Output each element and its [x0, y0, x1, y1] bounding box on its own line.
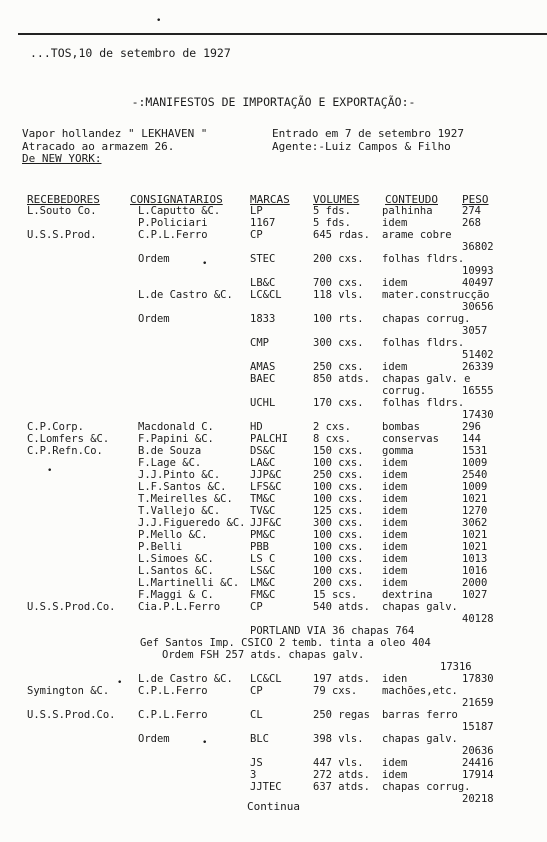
- cell-volumes: 272 atds.: [313, 769, 370, 781]
- table-row: [0, 433, 547, 445]
- cell-volumes: 100 rts.: [313, 313, 364, 325]
- cell-marca: AMAS: [250, 361, 276, 373]
- table-row: [0, 301, 547, 313]
- continuation-line: Gef Santos Imp. CSICO 2 temb. tinta a oleo 404: [140, 637, 431, 649]
- cell-volumes: 250 cxs.: [313, 361, 364, 373]
- cell-peso: 26339: [462, 361, 494, 373]
- table-row: [0, 397, 547, 409]
- cell-conteudo: idem: [382, 529, 408, 541]
- table-row: [0, 577, 547, 589]
- berth-line: Atracado ao armazem 26.: [22, 139, 175, 153]
- document-title: -:MANIFESTOS DE IMPORTAÇÃO E EXPORTAÇÃO:-: [131, 95, 416, 109]
- cell-marca: PALCHI: [250, 433, 288, 445]
- table-row: [0, 673, 547, 685]
- stray-mark: •: [202, 738, 208, 748]
- table-row: [0, 613, 547, 625]
- cell-peso: 21659: [462, 697, 494, 709]
- table-row: [0, 685, 547, 697]
- cell-peso: 36802: [462, 241, 494, 253]
- column-header-volumes: VOLUMES: [313, 193, 360, 206]
- cell-conteudo: conservas: [382, 433, 439, 445]
- cell-conteudo: folhas fldrs.: [382, 253, 465, 265]
- cell-volumes: 300 cxs.: [313, 517, 364, 529]
- cell-consignatario: L.Simoes &C.: [138, 553, 214, 565]
- cell-conteudo: idem: [382, 277, 408, 289]
- cell-volumes: 447 vls.: [313, 757, 364, 769]
- cell-volumes: 250 cxs.: [313, 469, 364, 481]
- table-row: [0, 265, 547, 277]
- cell-consignatario: F.Lage &C.: [138, 457, 202, 469]
- cell-volumes: 100 cxs.: [313, 541, 364, 553]
- table-row: [0, 553, 547, 565]
- table-row: [0, 409, 547, 421]
- cell-peso: 20218: [462, 793, 494, 805]
- column-header-recebedores: RECEBEDORES: [27, 193, 100, 206]
- table-row: [0, 385, 547, 397]
- table-row: [0, 565, 547, 577]
- cell-peso: 3062: [462, 517, 488, 529]
- cell-volumes: 300 cxs.: [313, 337, 364, 349]
- cell-marca: JS: [250, 757, 263, 769]
- cell-volumes: 398 vls.: [313, 733, 364, 745]
- cell-peso: 40497: [462, 277, 494, 289]
- cell-volumes: 700 cxs.: [313, 277, 364, 289]
- cell-peso: 144: [462, 433, 481, 445]
- cell-marca: CP: [250, 229, 263, 241]
- agent-line: Agente:-Luiz Campos & Filho: [272, 139, 451, 153]
- stray-mark: •: [47, 466, 53, 476]
- cell-volumes: 8 cxs.: [313, 433, 351, 445]
- cell-recebedor: U.S.S.Prod.Co.: [27, 601, 116, 613]
- cell-peso: 1021: [462, 493, 488, 505]
- cell-recebedor: C.P.Corp.: [27, 421, 84, 433]
- cell-conteudo: idem: [382, 565, 408, 577]
- cell-consignatario: P.Mello &C.: [138, 529, 208, 541]
- cell-marca: JJF&C: [250, 517, 282, 529]
- column-header-peso: PESO: [462, 193, 489, 206]
- cell-marca: CP: [250, 685, 263, 697]
- table-row: [0, 457, 547, 469]
- cell-conteudo: chapas galv. e: [382, 373, 471, 385]
- table-row: [0, 289, 547, 301]
- cell-conteudo: dextrina: [382, 589, 433, 601]
- cell-marca: UCHL: [250, 397, 276, 409]
- cell-volumes: 170 cxs.: [313, 397, 364, 409]
- cell-peso: 15187: [462, 721, 494, 733]
- table-row: [0, 469, 547, 481]
- cell-volumes: 5 fds.: [313, 205, 351, 217]
- cell-peso: 40128: [462, 613, 494, 625]
- cell-volumes: 100 cxs.: [313, 529, 364, 541]
- cell-consignatario: Ordem: [138, 733, 170, 745]
- continuation-line: Ordem FSH 257 atds. chapas galv.: [162, 649, 365, 661]
- cell-peso: 268: [462, 217, 481, 229]
- cell-marca: 3: [250, 769, 257, 781]
- cell-peso: 1009: [462, 481, 488, 493]
- cell-peso: 17430: [462, 409, 494, 421]
- cell-peso: 1531: [462, 445, 488, 457]
- table-row: [0, 709, 547, 721]
- table-row: [0, 745, 547, 757]
- cell-consignatario: Macdonald C.: [138, 421, 214, 433]
- cell-marca: PBB: [250, 541, 269, 553]
- table-row: [0, 361, 547, 373]
- cell-peso: 24416: [462, 757, 494, 769]
- cell-conteudo: folhas fldrs.: [382, 337, 465, 349]
- table-row: [0, 481, 547, 493]
- cell-peso: 20636: [462, 745, 494, 757]
- cell-volumes: 100 cxs.: [313, 493, 364, 505]
- cell-marca: CL: [250, 709, 263, 721]
- cell-consignatario: P.Belli: [138, 541, 183, 553]
- continuation-line: 17316: [440, 661, 472, 673]
- cell-peso: 30656: [462, 301, 494, 313]
- cell-peso: 274: [462, 205, 481, 217]
- column-header-conteudo: CONTEUDO: [385, 193, 438, 206]
- cell-consignatario: Cia.P.L.Ferro: [138, 601, 221, 613]
- cell-conteudo: chapas galv.: [382, 733, 458, 745]
- cell-volumes: 250 regas: [313, 709, 370, 721]
- table-row: [0, 589, 547, 601]
- cell-consignatario: F.Papini &C.: [138, 433, 214, 445]
- table-row: [0, 733, 547, 745]
- cell-consignatario: F.Maggi & C.: [138, 589, 214, 601]
- cell-marca: LB&C: [250, 277, 276, 289]
- table-row: [0, 373, 547, 385]
- cell-volumes: 540 atds.: [313, 601, 370, 613]
- cell-volumes: 637 atds.: [313, 781, 370, 793]
- cell-conteudo: idem: [382, 577, 408, 589]
- cell-conteudo: idem: [382, 757, 408, 769]
- cell-marca: JJP&C: [250, 469, 282, 481]
- cell-conteudo: idem: [382, 481, 408, 493]
- cell-peso: 2540: [462, 469, 488, 481]
- table-row: [0, 493, 547, 505]
- cell-conteudo: barras ferro: [382, 709, 458, 721]
- origin-line: De NEW YORK:: [22, 152, 102, 165]
- cell-conteudo: corrug.: [382, 385, 427, 397]
- cell-volumes: 100 cxs.: [313, 457, 364, 469]
- cell-conteudo: machões,etc.: [382, 685, 458, 697]
- cell-consignatario: J.J.Figueredo &C.: [138, 517, 246, 529]
- cell-volumes: 150 cxs.: [313, 445, 364, 457]
- cell-consignatario: L.de Castro &C.: [138, 289, 233, 301]
- cell-consignatario: Ordem: [138, 313, 170, 325]
- cell-consignatario: J.J.Pinto &C.: [138, 469, 221, 481]
- cell-conteudo: folhas fldrs.: [382, 397, 465, 409]
- table-row: [0, 721, 547, 733]
- cell-volumes: 197 atds.: [313, 673, 370, 685]
- dateline: ...TOS,10 de setembro de 1927: [30, 46, 231, 60]
- table-row: [0, 517, 547, 529]
- cell-recebedor: U.S.S.Prod.Co.: [27, 709, 116, 721]
- column-header-marcas: MARCAS: [250, 193, 290, 206]
- cell-marca: CMP: [250, 337, 269, 349]
- arrival-line: Entrado em 7 de setembro 1927: [272, 127, 465, 140]
- cell-marca: PM&C: [250, 529, 276, 541]
- cell-marca: LC&CL: [250, 289, 282, 301]
- cell-conteudo: idem: [382, 505, 408, 517]
- cell-conteudo: arame cobre: [382, 229, 452, 241]
- cell-peso: 16555: [462, 385, 494, 397]
- cell-conteudo: idem: [382, 541, 408, 553]
- cell-volumes: 200 cxs.: [313, 253, 364, 265]
- cell-consignatario: L.Santos &C.: [138, 565, 214, 577]
- table-row: [0, 313, 547, 325]
- table-row: [0, 325, 547, 337]
- cell-peso: 1027: [462, 589, 488, 601]
- cell-peso: 17830: [462, 673, 494, 685]
- stray-mark: •: [156, 16, 162, 26]
- table-row: [0, 337, 547, 349]
- cell-consignatario: L.de Castro &C.: [138, 673, 233, 685]
- table-row: [0, 253, 547, 265]
- cell-marca: STEC: [250, 253, 276, 265]
- cell-conteudo: mater.construcção: [382, 289, 490, 301]
- cell-conteudo: idem: [382, 469, 408, 481]
- cell-marca: LP: [250, 205, 263, 217]
- table-row: [0, 217, 547, 229]
- cell-peso: 17914: [462, 769, 494, 781]
- cell-marca: LS C: [250, 553, 276, 565]
- cell-peso: 1016: [462, 565, 488, 577]
- cell-volumes: 200 cxs.: [313, 577, 364, 589]
- cell-peso: 51402: [462, 349, 494, 361]
- cell-volumes: 118 vls.: [313, 289, 364, 301]
- cell-marca: HD: [250, 421, 263, 433]
- table-row: [0, 445, 547, 457]
- table-row: [0, 697, 547, 709]
- cell-marca: DS&C: [250, 445, 276, 457]
- cell-conteudo: idem: [382, 457, 408, 469]
- table-row: [0, 421, 547, 433]
- cell-recebedor: C.Lomfers &C.: [27, 433, 110, 445]
- table-row: [0, 529, 547, 541]
- cell-peso: 10993: [462, 265, 494, 277]
- cell-marca: LC&CL: [250, 673, 282, 685]
- cell-recebedor: U.S.S.Prod.: [27, 229, 97, 241]
- cell-marca: BLC: [250, 733, 269, 745]
- vessel-line: Vapor hollandez " LEKHAVEN ": [22, 127, 208, 140]
- stray-mark: •: [117, 678, 123, 688]
- cell-marca: TM&C: [250, 493, 276, 505]
- table-row: [0, 601, 547, 613]
- table-row: [0, 757, 547, 769]
- table-row: [0, 505, 547, 517]
- table-row: [0, 541, 547, 553]
- cell-consignatario: T.Meirelles &C.: [138, 493, 233, 505]
- cell-marca: LS&C: [250, 565, 276, 577]
- cell-consignatario: L.F.Santos &C.: [138, 481, 227, 493]
- cell-marca: TV&C: [250, 505, 276, 517]
- table-row: [0, 229, 547, 241]
- cell-conteudo: idem: [382, 361, 408, 373]
- table-row: [0, 781, 547, 793]
- cell-conteudo: idem: [382, 517, 408, 529]
- cell-conteudo: chapas corrug.: [382, 313, 471, 325]
- cell-marca: LA&C: [250, 457, 276, 469]
- cell-volumes: 100 cxs.: [313, 553, 364, 565]
- table-row: [0, 241, 547, 253]
- cell-consignatario: B.de Souza: [138, 445, 202, 457]
- cell-volumes: 125 cxs.: [313, 505, 364, 517]
- arrival-info: [272, 128, 464, 153]
- table-row: [0, 277, 547, 289]
- cell-conteudo: idem: [382, 769, 408, 781]
- cell-volumes: 2 cxs.: [313, 421, 351, 433]
- cell-consignatario: Ordem: [138, 253, 170, 265]
- cell-peso: 1270: [462, 505, 488, 517]
- cell-consignatario: L.Caputto &C.: [138, 205, 221, 217]
- cell-consignatario: C.P.L.Ferro: [138, 229, 208, 241]
- cell-marca: CP: [250, 601, 263, 613]
- cell-consignatario: C.P.L.Ferro: [138, 709, 208, 721]
- table-row: [0, 205, 547, 217]
- cell-volumes: 5 fds.: [313, 217, 351, 229]
- cell-volumes: 100 cxs.: [313, 565, 364, 577]
- continua-label: Continua: [247, 800, 300, 813]
- cell-consignatario: C.P.L.Ferro: [138, 685, 208, 697]
- cell-recebedor: C.P.Refn.Co.: [27, 445, 103, 457]
- cell-peso: 296: [462, 421, 481, 433]
- cell-peso: 1009: [462, 457, 488, 469]
- cell-marca: FM&C: [250, 589, 276, 601]
- vessel-info: [22, 128, 207, 166]
- cell-conteudo: idem: [382, 493, 408, 505]
- table-row: [0, 769, 547, 781]
- table-row: [0, 349, 547, 361]
- top-rule: [18, 33, 547, 35]
- cell-marca: LM&C: [250, 577, 276, 589]
- cell-conteudo: idem: [382, 217, 408, 229]
- cell-marca: JJTEC: [250, 781, 282, 793]
- column-header-consignatarios: CONSIGNATARIOS: [130, 193, 223, 206]
- cell-conteudo: chapas galv.: [382, 601, 458, 613]
- cell-recebedor: L.Souto Co.: [27, 205, 97, 217]
- cell-conteudo: bombas: [382, 421, 420, 433]
- cell-consignatario: T.Vallejo &C.: [138, 505, 221, 517]
- cell-peso: 1021: [462, 541, 488, 553]
- cell-volumes: 645 rdas.: [313, 229, 370, 241]
- cell-marca: 1167: [250, 217, 276, 229]
- cell-peso: 3057: [462, 325, 488, 337]
- cell-conteudo: gomma: [382, 445, 414, 457]
- cell-peso: 1021: [462, 529, 488, 541]
- cell-consignatario: P.Policiari: [138, 217, 208, 229]
- cell-conteudo: idem: [382, 553, 408, 565]
- cell-marca: LFS&C: [250, 481, 282, 493]
- cell-volumes: 15 scs.: [313, 589, 358, 601]
- cell-conteudo: iden: [382, 673, 408, 685]
- stray-mark: •: [202, 259, 208, 269]
- cell-volumes: 850 atds.: [313, 373, 370, 385]
- cell-peso: 1013: [462, 553, 488, 565]
- continuation-line: PORTLAND VIA 36 chapas 764: [250, 625, 415, 637]
- cell-conteudo: chapas corrug.: [382, 781, 471, 793]
- cell-peso: 2000: [462, 577, 488, 589]
- cell-consignatario: L.Martinelli &C.: [138, 577, 240, 589]
- cell-volumes: 79 cxs.: [313, 685, 358, 697]
- cell-conteudo: palhinha: [382, 205, 433, 217]
- cell-recebedor: Symington &C.: [27, 685, 110, 697]
- cell-volumes: 100 cxs.: [313, 481, 364, 493]
- cell-marca: 1833: [250, 313, 276, 325]
- cell-marca: BAEC: [250, 373, 276, 385]
